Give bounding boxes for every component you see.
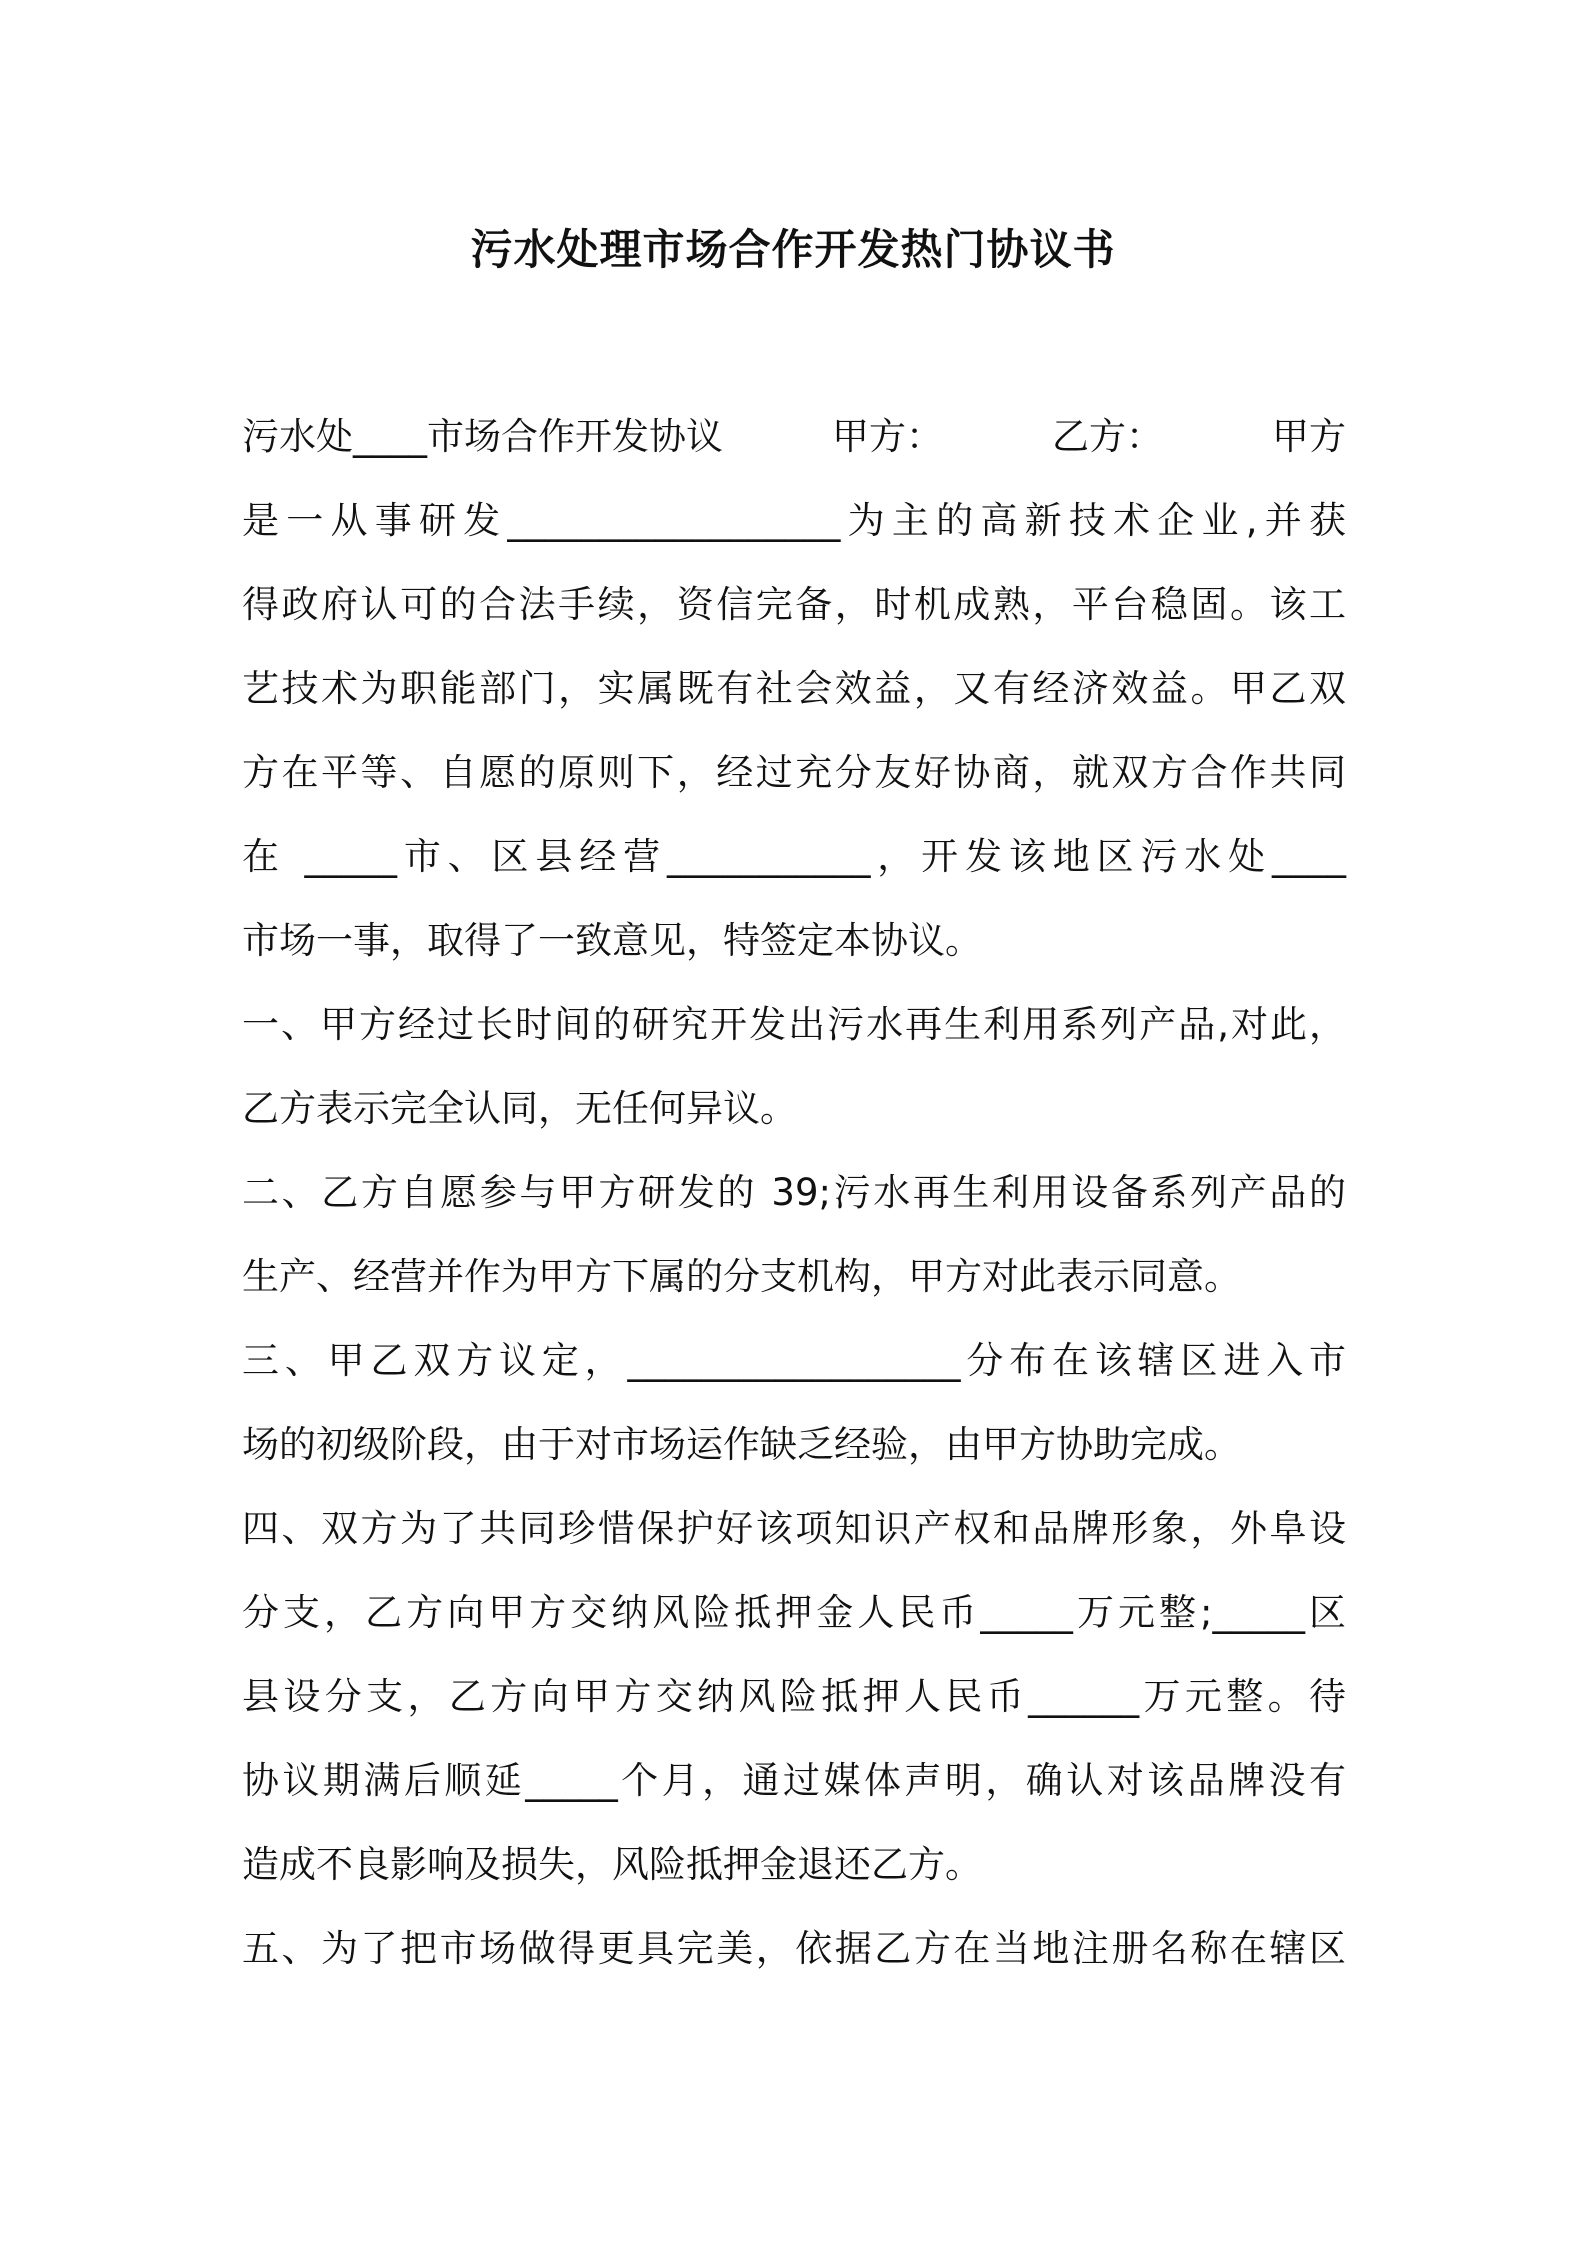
paragraph-line: 方在平等、自愿的原则下，经过充分友好协商，就双方合作共同: [242, 751, 1346, 794]
clause-four-line: 分支，乙方向甲方交纳风险抵押金人民币_____万元整;_____区: [242, 1591, 1346, 1634]
clause-four-line: 县设分支，乙方向甲方交纳风险抵押人民币______万元整。待: [242, 1675, 1346, 1718]
paragraph-line: 在 _____市、区县经营___________，开发该地区污水处____: [242, 835, 1346, 878]
clause-four-line: 造成不良影响及损失，风险抵押金退还乙方。: [242, 1843, 982, 1886]
paragraph-line: 得政府认可的合法手续，资信完备，时机成熟，平台稳固。该工: [242, 583, 1346, 626]
clause-one-line: 乙方表示完全认同，无任何异议。: [242, 1087, 797, 1130]
clause-one-line: 一、甲方经过长时间的研究开发出污水再生利用系列产品,对此，: [242, 1003, 1346, 1046]
clause-five-line: 五、为了把市场做得更具完美，依据乙方在当地注册名称在辖区: [242, 1927, 1346, 1970]
party-b-label: 乙方：: [1052, 415, 1163, 458]
clause-three-line: 三、甲乙双方议定，__________________分布在该辖区进入市: [242, 1339, 1346, 1382]
paragraph-line: 是一从事研发__________________为主的高新技术企业,并获: [242, 499, 1346, 542]
paragraph-line: 市场一事，取得了一致意见，特签定本协议。: [242, 919, 982, 962]
intro-lead: 甲方: [1272, 415, 1346, 458]
clause-two-line: 生产、经营并作为甲方下属的分支机构，甲方对此表示同意。: [242, 1255, 1241, 1298]
document-title: 污水处理市场合作开发热门协议书: [470, 225, 1116, 274]
paragraph-line: 艺技术为职能部门，实属既有社会效益，又有经济效益。甲乙双: [242, 667, 1346, 710]
clause-three-line: 场的初级阶段，由于对市场运作缺乏经验，由甲方协助完成。: [242, 1423, 1241, 1466]
party-a-label: 甲方：: [832, 415, 943, 458]
clause-two-line: 二、乙方自愿参与甲方研发的 39;污水再生利用设备系列产品的: [242, 1171, 1346, 1214]
clause-four-line: 协议期满后顺延_____个月，通过媒体声明，确认对该品牌没有: [242, 1759, 1346, 1802]
intro-line: [242, 395, 1346, 479]
agreement-heading: 污水处____市场合作开发协议: [242, 415, 723, 458]
clause-four-line: 四、双方为了共同珍惜保护好该项知识产权和品牌形象，外阜设: [242, 1507, 1346, 1550]
